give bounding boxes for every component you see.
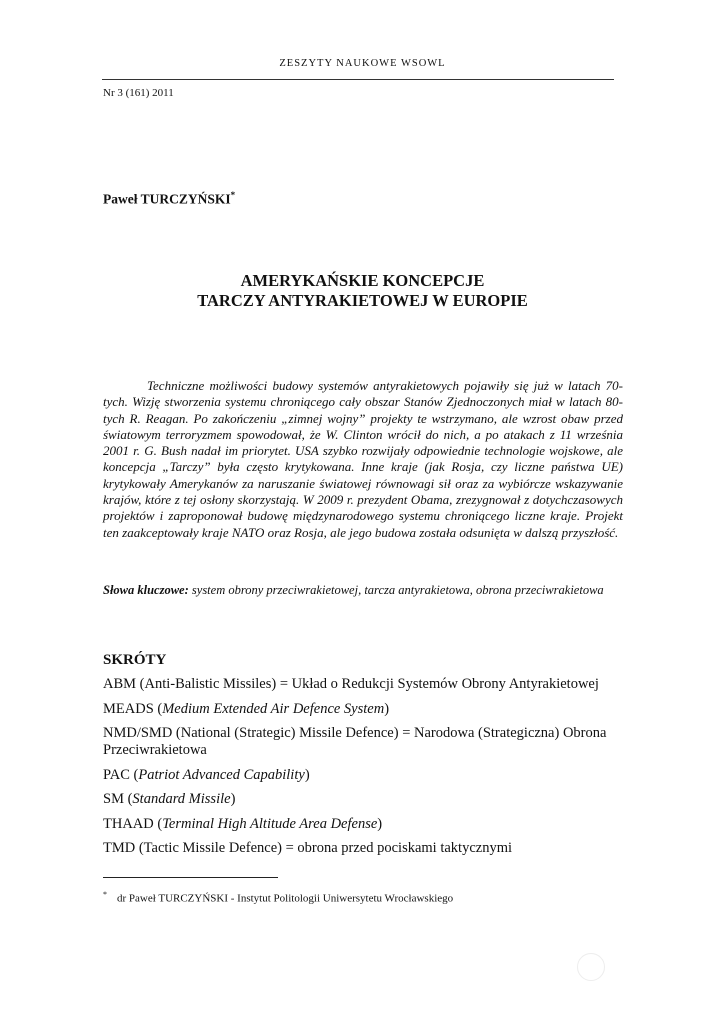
list-item: NMD/SMD (National (Strategic) Missile Defence) = Narodowa (Strategiczna) Obrona Przeciwrakietowa	[103, 725, 607, 758]
list-item: TMD (Tactic Missile Defence) = obrona przed pociskami taktycznymi	[103, 840, 512, 856]
abstract: Techniczne możliwości budowy systemów antyrakietowych pojawiły się już w latach 70-tych. Wizję stworzenia systemu chroniącego cały obszar Stanów Zjednoczonych miał w latach 80-tych R. Reagan. Po zakończeniu „zimnej wojny” projekty te wstrzymano, ale wzrost obaw przed światowym terroryzmem spowodował, że W. Clinton wrócił do nich, a po atakach z 11 września 2001 r. G. Bush nadał im priorytet. USA szybko rozwijały odpowiednie technologie wojskowe, ale koncepcja „Tarczy” była często krytykowana. Inne kraje (jak Rosja, czy liczne państwa UE) krytykowały Amerykanów za naruszanie światowej równowagi sił oraz za wybiórcze wskazywanie krajów, które z tej osłony skorzystają. W 2009 r. prezydent Obama, zrezygnował z dotychczasowych projektów i zaproponował budowę międzynarodowego systemu chroniącego liczne kraje. Projekt ten zaakceptowały kraje NATO oraz Rosja, ale jego budowa została odsunięta w dalszą przyszłość.	[103, 378, 623, 540]
title-line-2: TARCZY ANTYRAKIETOWEJ W EUROPIE	[197, 291, 528, 310]
list-item: ABM (Anti-Balistic Missiles) = Układ o Redukcji Systemów Obrony Antyrakietowej	[103, 676, 599, 692]
section-heading-abbreviations: SKRÓTY	[103, 652, 167, 668]
footnote-marker: *	[103, 890, 107, 899]
footnote-text: dr Paweł TURCZYŃSKI - Instytut Politologii Uniwersytetu Wrocławskiego	[117, 892, 454, 905]
abbreviations-list	[103, 676, 623, 865]
list-item: SM (Standard Missile)	[103, 791, 236, 807]
author-name	[103, 190, 235, 208]
footnote-rule	[103, 877, 278, 878]
keywords	[103, 582, 623, 598]
issue-number: Nr 3 (161) 2011	[103, 87, 174, 99]
footnote	[103, 890, 453, 905]
keywords-label: Słowa kluczowe:	[103, 583, 189, 597]
title-line-1: AMERYKAŃSKIE KONCEPCJE	[240, 271, 485, 290]
header-rule	[102, 79, 614, 80]
list-item: THAAD (Terminal High Altitude Area Defense)	[103, 815, 383, 832]
list-item: PAC (Patriot Advanced Capability)	[103, 766, 310, 783]
article-title	[0, 271, 725, 311]
author-footnote-marker: *	[230, 190, 236, 200]
keywords-text: system obrony przeciwrakietowej, tarcza antyrakietowa, obrona przeciwrakietowa	[191, 583, 604, 597]
author-name-text: Paweł TURCZYŃSKI	[103, 191, 231, 207]
watermark-stamp	[577, 953, 605, 981]
journal-name: ZESZYTY NAUKOWE WSOWL	[279, 58, 446, 69]
list-item: MEADS (Medium Extended Air Defence System)	[103, 700, 390, 717]
